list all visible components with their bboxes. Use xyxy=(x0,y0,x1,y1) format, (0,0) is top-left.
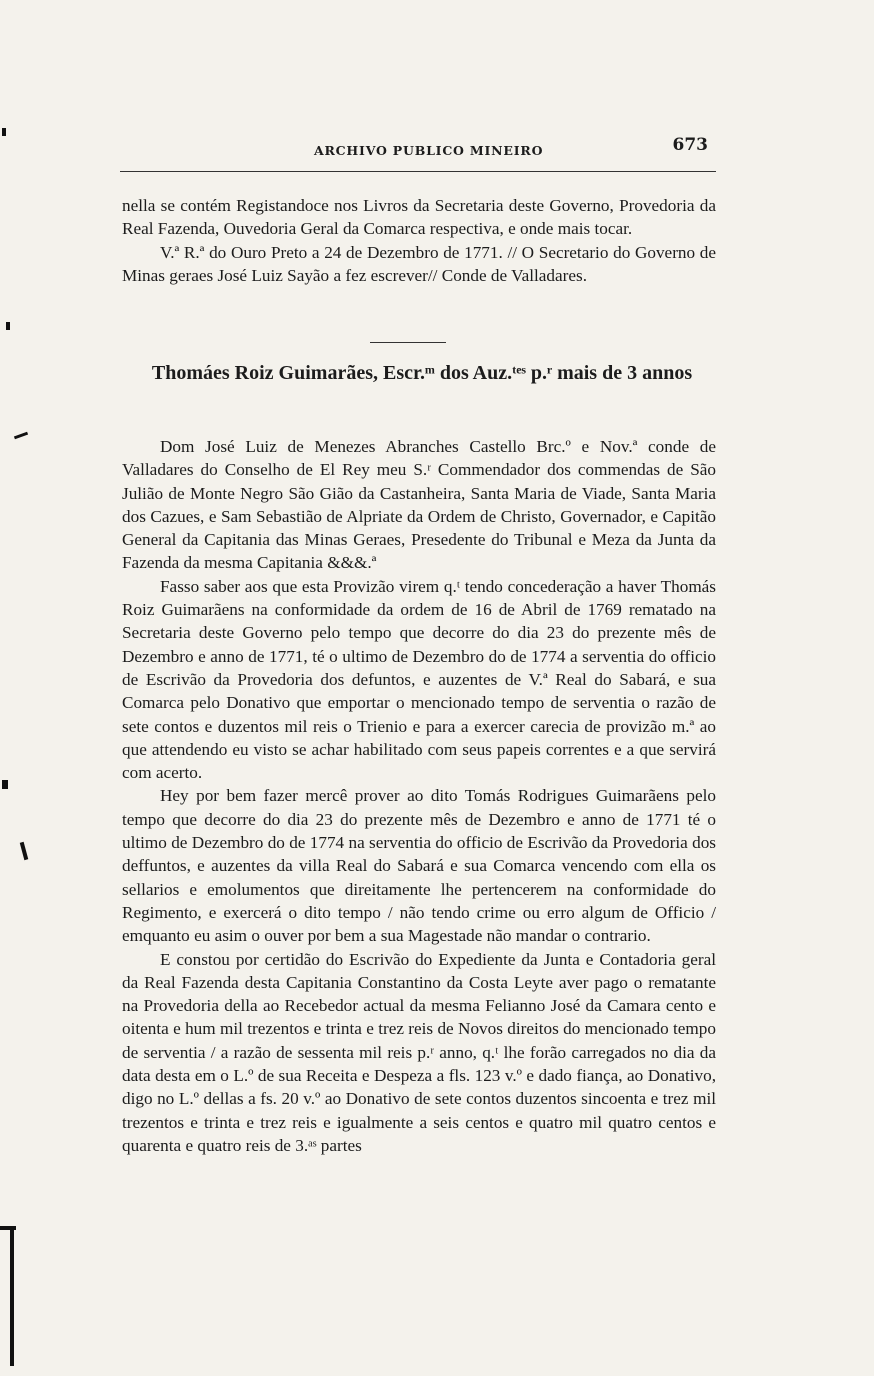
opening-paragraph: nella se contém Registandoce nos Livros da Secretaria deste Governo, Provedoria da Real Fazenda, Ouvedoria Geral da Comarca respectiva, e onde mais tocar. xyxy=(122,196,716,239)
margin-speck xyxy=(10,1226,14,1366)
body-paragraph: Hey por bem fazer mercê prover ao dito Tomás Rodrigues Guimarãens pelo tempo que decorre do dia 23 do prezente mês de Dezembro e anno de 1771 té o ultimo de Dezembro do de 1774 na serventia do officio de Escrivão da Provedoria dos deffuntos, e auzentes da villa Real do Sabará e sua Comarca vencendo com ella os sellarios e emolumentos que direitamente lhe pertencerem na conformidade do Regimento, e exercerá o dito tempo / não tendo crime ou erro algum de Officio / emquanto eu asim o ouver por bem a sua Magestade não mandar o contrario. xyxy=(122,786,716,946)
body-paragraph: E constou por certidão do Escrivão do Expediente da Junta e Contadoria geral da Real Fazenda desta Capitania Constantino da Costa Leyte aver pago o rematante na Provedoria della ao Recebedor actual da mesma Felianno José da Camara cento e oitenta e hum mil trezentos e trinta e trez reis de Novos direitos do mencionado tempo de serventia / a razão de sessenta mil reis p.ʳ anno, q.ᵗ lhe forão carregados no dia da data desta em o L.º de sua Receita e Despeza a fls. 123 v.º e dado fiança, ao Donativo, digo no L.º dellas a fs. 20 v.º ao Donativo de sete contos duzentos sincoenta e trez mil trezentos e trinta e trez reis e igualmente a seis centos e quatro mil quatro centos e quarenta e quatro reis de 3.ᵃˢ partes xyxy=(122,949,716,1155)
page-number: 673 xyxy=(672,135,708,155)
header-rule xyxy=(120,171,716,172)
margin-speck xyxy=(2,780,8,789)
margin-speck xyxy=(20,842,29,860)
body-paragraph: Fasso saber aos que esta Provizão virem q.ᵗ tendo concederação a haver Thomás Roiz Guimarãens na conformidade da ordem de 16 de Abril de 1769 rematado na Secretaria deste Governo pelo tempo que decorre do dia 23 do prezente mês de Dezembro e anno de 1771, té o ultimo de Dezembro do de 1774 a serventia do officio de Escrivão da Provedoria dos defuntos, e auzentes de V.ª Real do Sabará, e sua Comarca pelo Donativo que emportar o mencionado tempo de serventia o razão de sete contos e duzentos mil reis o Trienio e para a exercer carecia de provizão m.ª ao que attendendo eu visto se achar habilitado com seus papeis correntes e a que servirá com acerto. xyxy=(122,576,716,783)
running-head: ARCHIVO PUBLICO MINEIRO xyxy=(314,143,544,158)
opening-paragraph: V.ª R.ª do Ouro Preto a 24 de Dezembro de 1771. // O Secretario do Governo de Minas geraes José Luiz Sayão a fez escrever// Conde de Valladares. xyxy=(122,242,716,285)
document-body xyxy=(122,435,716,1157)
section-divider xyxy=(370,342,446,343)
margin-speck xyxy=(6,322,10,330)
body-paragraph: Dom José Luiz de Menezes Abranches Castello Brc.º e Nov.ª conde de Valladares do Conselho de El Rey meu S.ʳ Commendador dos commendas de São Julião de Monte Negro São Gião da Castanheira, Santa Maria de Viade, Santa Maria dos Cazues, e Sam Sebastião de Alpriate da Ordem de Christo, Governador, e Capitão General da Capitania das Minas Geraes, Presedente do Tribunal e Meza da Junta da Fazenda da mesma Capitania &&&.ª xyxy=(122,437,716,573)
section-title: Thomáes Roiz Guimarães, Escr.ᵐ dos Auz.ᵗᵉˢ p.ʳ mais de 3 annos xyxy=(151,362,693,384)
margin-speck xyxy=(2,128,6,136)
opening-text xyxy=(122,194,716,287)
page-header xyxy=(120,137,716,175)
margin-speck xyxy=(14,432,28,440)
